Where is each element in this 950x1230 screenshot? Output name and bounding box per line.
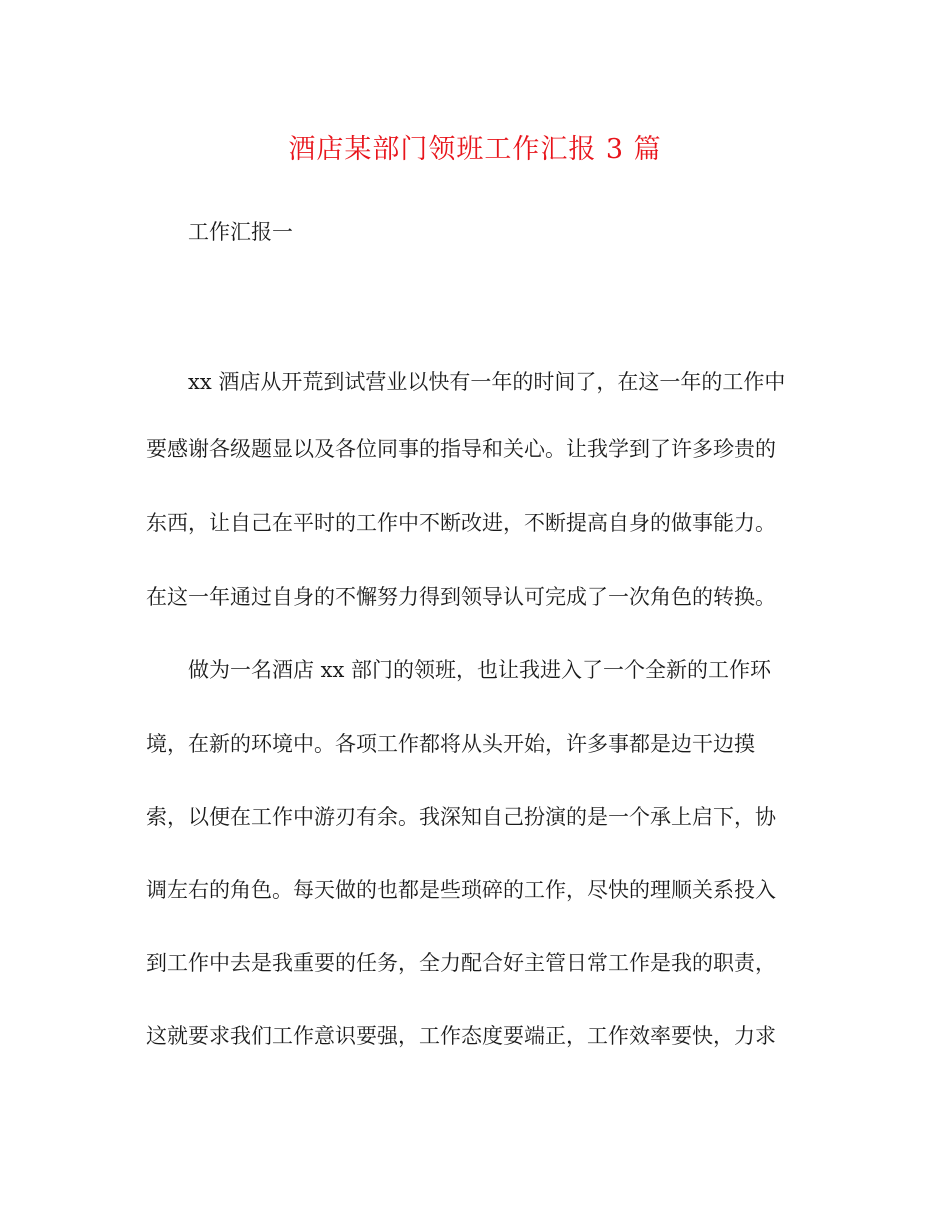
section-heading: 工作汇报一 [188,220,293,244]
paragraph-line: 到工作中去是我重要的任务，全力配合好主管日常工作是我的职责， [146,951,776,975]
paragraph-line: 调左右的角色。每天做的也都是些琐碎的工作，尽快的理顺关系投入 [146,878,776,902]
paragraph-line: xx 酒店从开荒到试营业以快有一年的时间了，在这一年的工作中 [188,370,786,394]
paragraph-line: 东西，让自己在平时的工作中不断改进，不断提高自身的做事能力。 [146,511,776,535]
paragraph-line: 索，以便在工作中游刃有余。我深知自己扮演的是一个承上启下，协 [146,805,776,829]
paragraph-line: 做为一名酒店 xx 部门的领班，也让我进入了一个全新的工作环 [188,658,772,682]
document-title: 酒店某部门领班工作汇报 3 篇 [288,134,662,165]
paragraph-line: 境，在新的环境中。各项工作都将从头开始，许多事都是边干边摸 [146,732,755,756]
paragraph-line: 在这一年通过自身的不懈努力得到领导认可完成了一次角色的转换。 [146,585,776,609]
paragraph-line: 要感谢各级题显以及各位同事的指导和关心。让我学到了许多珍贵的 [146,437,776,461]
paragraph-line: 这就要求我们工作意识要强，工作态度要端正，工作效率要快，力求 [146,1024,776,1048]
